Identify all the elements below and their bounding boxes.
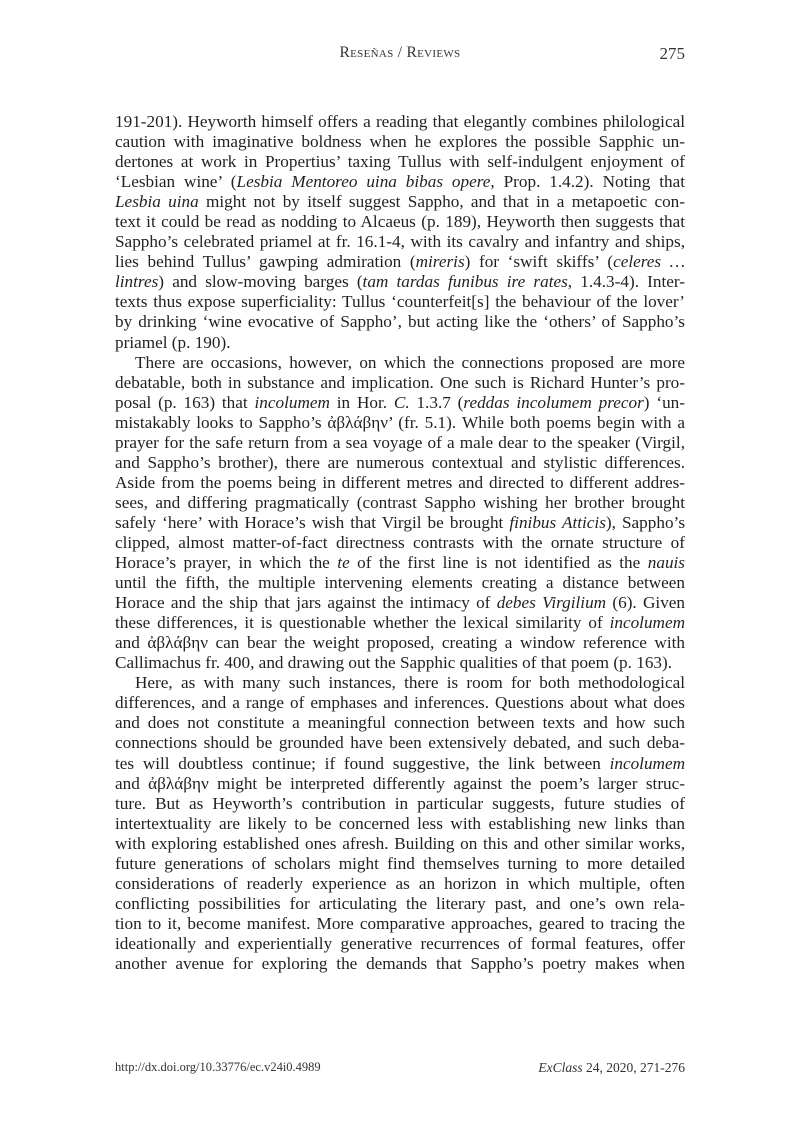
text-line <box>115 874 685 894</box>
text-line <box>115 152 685 172</box>
text-line <box>115 713 685 733</box>
text-line <box>115 172 685 192</box>
text-segment: posal (p. 163) that <box>115 392 255 412</box>
text-segment: safely ‘here’ with Horace’s wish that Virgil be brought <box>115 512 510 532</box>
doi-link[interactable]: http://dx.doi.org/10.33776/ec.v24i0.4989 <box>115 1060 321 1074</box>
text-segment: lies behind Tullus’ gawping admiration ( <box>115 252 416 272</box>
text-line <box>115 794 685 814</box>
text-segment: , Prop. 1.4.2). Noting that <box>490 172 685 192</box>
text-line <box>115 693 685 713</box>
text-segment: and ἀβλάβην can bear the weight proposed, creating a window reference with <box>115 633 685 653</box>
text-line <box>115 212 685 232</box>
text-line <box>115 132 685 152</box>
text-line <box>115 373 685 393</box>
text-segment: and ἀβλάβην might be interpreted differently against the poem’s larger struc- <box>115 773 685 793</box>
text-segment: and does not constitute a meaningful connection between texts and how such <box>115 713 685 733</box>
italic-text: celeres … <box>613 252 685 272</box>
page-header <box>115 44 685 68</box>
text-segment: 1.3.7 ( <box>409 392 464 412</box>
text-segment: until the fifth, the multiple intervening elements creating a distance between <box>115 573 685 593</box>
text-line <box>115 533 685 553</box>
italic-text: debes Virgilium <box>496 593 607 613</box>
text-line <box>115 413 685 433</box>
italic-text: tam tardas funibus ire rates <box>362 272 568 292</box>
citation-details: 24, 2020, 271-276 <box>582 1060 685 1075</box>
text-segment: mistakably looks to Sappho’s ἀβλάβην’ (fr. 5.1). While both poems begin with a <box>115 412 685 432</box>
text-segment: and Sappho’s brother), there are numerous contextual and stylistic differences. <box>115 452 685 472</box>
text-segment: , 1.4.3-4). Inter- <box>567 272 685 292</box>
italic-text: lintres <box>115 272 159 292</box>
text-segment: ‘Lesbian wine’ ( <box>115 172 237 192</box>
italic-text: incolumem <box>609 613 685 633</box>
text-line <box>115 292 685 312</box>
journal-citation <box>538 1060 685 1076</box>
text-line <box>115 112 685 132</box>
italic-text: nauis <box>647 553 685 573</box>
text-line <box>115 333 685 353</box>
text-line <box>115 754 685 774</box>
text-segment: There are occasions, however, on which the connections proposed are more <box>135 352 685 372</box>
text-segment: with exploring established ones afresh. Building on this and other similar works, <box>115 833 685 853</box>
text-segment: connections should be grounded have been extensively debated, and such deba- <box>115 733 685 753</box>
text-line <box>115 593 685 613</box>
text-segment: prayer for the safe return from a sea voyage of a male dear to the speaker (Virgil, <box>115 432 685 452</box>
text-segment: dertones at work in Propertius’ taxing Tullus with self-indulgent enjoyment of <box>115 152 685 172</box>
text-line <box>115 673 685 693</box>
text-segment: by drinking ‘wine evocative of Sappho’, but acting like the ‘others’ of Sappho’s <box>115 312 685 332</box>
text-segment: might not by itself suggest Sappho, and that in a metapoetic con- <box>198 192 685 212</box>
running-head: Reseñas / Reviews <box>339 44 461 61</box>
text-segment: ) for ‘swift skiffs’ ( <box>464 252 614 272</box>
text-line <box>115 272 685 292</box>
text-segment: sees, and differing pragmatically (contrast Sappho wishing her brother brought <box>115 492 685 512</box>
text-segment: tion to it, become manifest. More comparative approaches, geared to tracing the <box>115 913 685 933</box>
text-line <box>115 553 685 573</box>
text-segment: Aside from the poems being in different metres and directed to different addres- <box>115 472 685 492</box>
text-line <box>115 954 685 974</box>
text-segment: texts thus expose superficiality: Tullus ‘counterfeit[s] the behaviour of the lover’ <box>115 292 685 312</box>
text-line <box>115 433 685 453</box>
text-line <box>115 733 685 753</box>
text-line <box>115 353 685 373</box>
text-segment: conflicting possibilities for articulating the literary past, and one’s own rela- <box>115 893 685 913</box>
italic-text: mireris <box>415 252 465 272</box>
text-line <box>115 814 685 834</box>
italic-text: incolumem <box>254 392 330 412</box>
text-segment: intertextuality are likely to be concerned less with establishing new links than <box>115 813 685 833</box>
text-segment: Callimachus fr. 400, and drawing out the Sapphic qualities of that poem (p. 163). <box>115 653 673 673</box>
text-line <box>115 573 685 593</box>
text-segment: ) and slow-moving barges ( <box>158 272 363 292</box>
body-text <box>115 112 685 974</box>
text-line <box>115 894 685 914</box>
text-segment: these differences, it is questionable whether the lexical similarity of <box>115 613 610 633</box>
text-line <box>115 252 685 272</box>
italic-text: te <box>337 553 350 573</box>
text-line <box>115 473 685 493</box>
text-segment: debatable, both in substance and implication. One such is Richard Hunter’s pro- <box>115 372 685 392</box>
text-line <box>115 633 685 653</box>
text-line <box>115 232 685 252</box>
text-line <box>115 453 685 473</box>
text-segment: Horace’s prayer, in which the <box>115 553 338 573</box>
text-segment: ture. But as Heyworth’s contribution in particular suggests, future studies of <box>115 793 685 813</box>
text-segment: Sappho’s celebrated priamel at fr. 16.1-4, with its cavalry and infantry and ships, <box>115 232 685 252</box>
text-segment: Here, as with many such instances, there is room for both methodological <box>135 673 685 693</box>
text-line <box>115 513 685 533</box>
text-segment: future generations of scholars might find themselves turning to more detailed <box>115 853 685 873</box>
text-segment: ideationally and experientially generative recurrences of formal features, offer <box>115 933 685 953</box>
text-line <box>115 192 685 212</box>
journal-name: ExClass <box>538 1060 583 1075</box>
text-segment: caution with imaginative boldness when he explores the possible Sapphic un- <box>115 132 685 152</box>
italic-text: reddas incolumem precor <box>463 392 644 412</box>
text-line <box>115 493 685 513</box>
page-number: 275 <box>659 44 685 63</box>
text-segment: of the first line is not identified as the <box>349 553 648 573</box>
text-line <box>115 914 685 934</box>
text-line <box>115 854 685 874</box>
text-segment: ), Sappho’s <box>605 512 685 532</box>
text-line <box>115 834 685 854</box>
text-line <box>115 613 685 633</box>
text-segment: Horace and the ship that jars against the intimacy of <box>115 593 497 613</box>
text-line <box>115 934 685 954</box>
text-segment: priamel (p. 190). <box>115 332 231 352</box>
text-segment: (6). Given <box>606 593 685 613</box>
text-segment: 191-201). Heyworth himself offers a reading that elegantly combines philological <box>115 112 685 131</box>
italic-text: Lesbia uina <box>115 192 199 212</box>
text-segment: tes will doubtless continue; if found suggestive, the link between <box>115 753 610 773</box>
text-segment: differences, and a range of emphases and inferences. Questions about what does <box>115 693 685 713</box>
text-segment: clipped, almost matter-of-fact directness contrasts with the ornate structure of <box>115 532 685 552</box>
text-segment: another avenue for exploring the demands that Sappho’s poetry makes when <box>115 953 685 973</box>
page-footer <box>115 1060 685 1080</box>
italic-text: incolumem <box>609 753 685 773</box>
text-segment: in Hor. <box>329 392 394 412</box>
text-segment: ) ‘un- <box>643 392 685 412</box>
italic-text: C. <box>393 392 410 412</box>
text-line <box>115 393 685 413</box>
text-line <box>115 312 685 332</box>
text-segment: text it could be read as nodding to Alcaeus (p. 189), Heyworth then suggests that <box>115 212 685 232</box>
text-line <box>115 774 685 794</box>
italic-text: finibus Atticis <box>509 512 606 532</box>
text-line <box>115 653 685 673</box>
italic-text: Lesbia Mentoreo uina bibas opere <box>236 172 491 192</box>
text-segment: considerations of readerly experience as an horizon in which multiple, often <box>115 873 685 893</box>
